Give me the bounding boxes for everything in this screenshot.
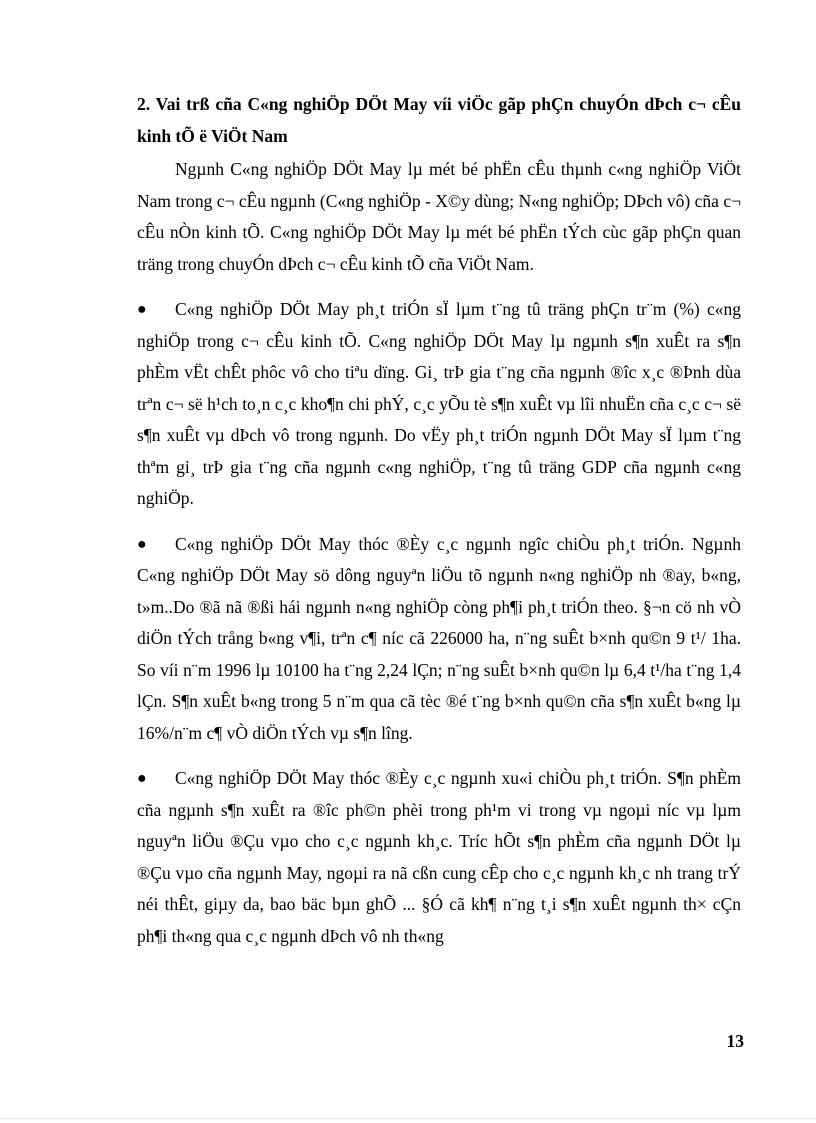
bullet-paragraph-2 [137,529,741,750]
bullet-text: C«ng nghiÖp DÖt May thóc ®Èy c¸c ngµnh xu«i chiÒu ph¸t triÓn. S¶n phÈm cña ngµnh s¶n xuÊt ra ®îc ph©n phèi trong ph¹m vi trong vµ ngoµi níc vµ lµm nguyªn liÖu ®Çu vµo cho c¸c ngµnh kh¸c. Tríc hÕt s¶n phÈm cña ngµnh DÖt lµ ®Çu vµo cña ngµnh May, ngoµi ra nã cßn cung cÊp cho c¸c ngµnh kh¸c nh trang trÝ néi thÊt, giµy da, bao bäc bµn ghÕ ... §Ó cã kh¶ n¨ng t¸i s¶n xuÊt ngµnh th× cÇn ph¶i th«ng qua c¸c ngµnh dÞch vô nh th«ng [137,768,741,946]
bullet-text: C«ng nghiÖp DÖt May ph¸t triÓn sÏ lµm t¨ng tû träng phÇn tr¨m (%) c«ng nghiÖp trong c¬ cÊu kinh tÕ. C«ng nghiÖp DÖt May lµ ngµnh s¶n xuÊt ra s¶n phÈm vËt chÊt phôc vô cho tiªu dïng. Gi¸ trÞ gia t¨ng cña ngµnh ®îc x¸c ®Þnh dùa trªn c¬ së h¹ch to¸n c¸c kho¶n chi phÝ, c¸c yÕu tè s¶n xuÊt vµ lîi nhuËn cña c¸c c¬ së s¶n xuÊt vµ dÞch vô trong ngµnh. Do vËy ph¸t triÓn ngµnh DÖt May sÏ lµm t¨ng thªm gi¸ trÞ gia t¨ng cña ngµnh c«ng nghiÖp, t¨ng tû träng GDP cña ngµnh c«ng nghiÖp. [137,299,741,508]
bullet-icon: ● [137,535,147,553]
bullet-icon: ● [137,301,147,318]
bullet-paragraph-1 [137,294,741,515]
bullet-paragraph-3 [137,763,741,952]
section-heading: 2. Vai trß cña C«ng nghiÖp DÖt May víi viÖc gãp phÇn chuyÓn dÞch c¬ cÊu kinh tÕ ë ViÖt Nam [137,94,741,146]
page-bottom-divider [0,1118,816,1119]
page-body [137,88,741,952]
bullet-icon: ● [137,770,147,787]
bullet-text: C«ng nghiÖp DÖt May thóc ®Èy c¸c ngµnh ngîc chiÒu ph¸t triÓn. Ngµnh C«ng nghiÖp DÖt May sö dông nguyªn liÖu tõ ngµnh n«ng nghiÖp nh ®ay, b«ng, t»m..Do ®ã nã ®ßi hái ngµnh n«ng nghiÖp còng ph¶i ph¸t triÓn theo. §¬n cö nh vÒ diÖn tÝch trång b«ng v¶i, trªn c¶ níc cã 226000 ha, n¨ng suÊt b×nh qu©n 9 t¹/ 1ha. So víi n¨m 1996 lµ 10100 ha t¨ng 2,24 lÇn; n¨ng suÊt b×nh qu©n lµ 6,4 t¹/ha t¨ng 1,4 lÇn. S¶n xuÊt b«ng trong 5 n¨m qua cã tèc ®é t¨ng b×nh qu©n cña s¶n xuÊt b«ng lµ 16%/n¨m c¶ vÒ diÖn tÝch vµ s¶n lîng. [137,533,741,743]
intro-paragraph: Ngµnh C«ng nghiÖp DÖt May lµ mét bé phËn cÊu thµnh c«ng nghiÖp ViÖt Nam trong c¬ cÊu ngµnh (C«ng nghiÖp - X©y dùng; N«ng nghiÖp; DÞch vô) cña c¬ cÊu nÒn kinh tÕ. C«ng nghiÖp DÖt May lµ mét bé phËn tÝch cùc gãp phÇn quan träng trong chuyÓn dÞch c¬ cÊu kinh tÕ cña ViÖt Nam. [137,159,741,274]
page-number: 13 [726,1031,744,1051]
